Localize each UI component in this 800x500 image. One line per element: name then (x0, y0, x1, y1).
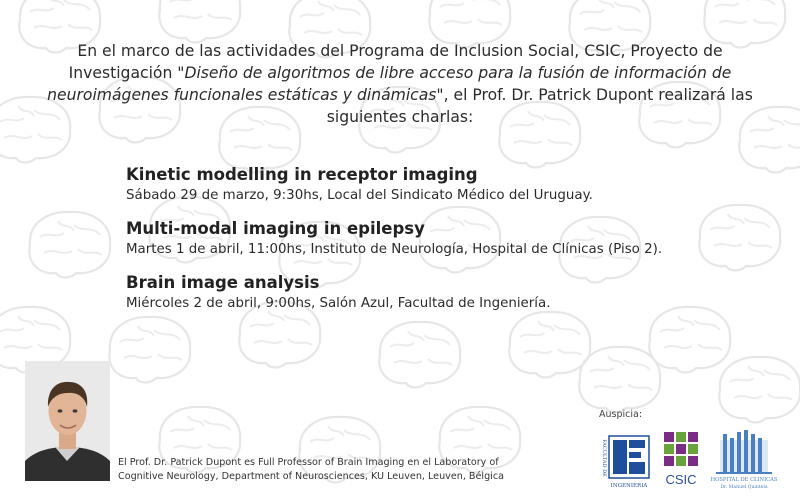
hc-logo-line2: Dr. Manuel Quintela (720, 485, 768, 490)
talk-detail: Martes 1 de abril, 11:00hs, Instituto de Neurología, Hospital de Clínicas (Piso 2). (126, 242, 663, 257)
talk-detail: Sábado 29 de marzo, 9:30hs, Local del Sindicato Médico del Uruguay. (126, 188, 593, 203)
talk-item (126, 272, 766, 313)
csic-logo (660, 430, 702, 488)
talk-title: Brain image analysis (126, 273, 320, 292)
talk-item (126, 218, 766, 259)
sponsors-label: Auspicia: (599, 409, 643, 420)
talk-title: Kinetic modelling in receptor imaging (126, 165, 478, 184)
fing-logo (595, 430, 657, 490)
csic-logo-text: CSIC (665, 472, 697, 487)
fing-logo-text-bottom: INGENIERIA (610, 483, 648, 489)
fing-logo-text-top: FACULTAD DE (601, 439, 607, 477)
speaker-bio: El Prof. Dr. Patrick Dupont es Full Professor of Brain Imaging en el Laboratory of Cognitive Neurology, Department of Neurosciences, KU Leuven, Leuven, Bélgica (118, 457, 504, 482)
talk-item (126, 164, 766, 205)
intro-text-end: ", el Prof. Dr. Patrick Dupont realizará las siguientes charlas: (326, 86, 753, 126)
talk-detail: Miércoles 2 de abril, 9:00hs, Salón Azul, Facultad de Ingeniería. (126, 296, 551, 311)
intro-text-start: En el marco de las actividades del Programa de Inclusion Social, CSIC, Proyecto de Investigación " (68, 42, 723, 82)
speaker-photo (25, 361, 110, 481)
intro-paragraph (40, 40, 760, 128)
talk-title: Multi-modal imaging in epilepsy (126, 219, 425, 238)
project-title: Diseño de algoritmos de libre acceso para la fusión de información de neuroimágenes funcionales estáticas y dinámicas (47, 64, 732, 104)
talks-list (126, 164, 766, 326)
hospital-clinicas-logo (706, 428, 782, 492)
hc-logo-line1: HOSPITAL DE CLINICAS (710, 477, 778, 483)
